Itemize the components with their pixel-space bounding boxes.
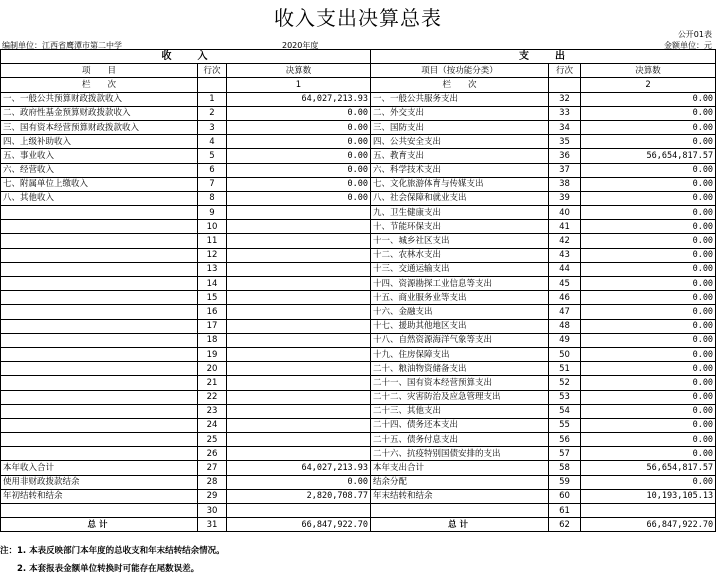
income-amount: 0.00 <box>227 177 371 191</box>
income-item <box>1 248 198 262</box>
expense-amount: 0.00 <box>581 120 716 134</box>
table-row <box>1 376 716 390</box>
expense-amount: 0.00 <box>581 333 716 347</box>
income-line-no: 16 <box>198 305 227 319</box>
table-row <box>1 319 716 333</box>
income-amount <box>227 362 371 376</box>
expense-line-no: 41 <box>549 220 581 234</box>
income-item: 五、事业收入 <box>1 149 198 163</box>
income-line-no: 10 <box>198 220 227 234</box>
income-amount: 0.00 <box>227 163 371 177</box>
income-amount: 2,820,708.77 <box>227 489 371 503</box>
expense-item: 九、卫生健康支出 <box>371 206 549 220</box>
expense-item: 三、国防支出 <box>371 120 549 134</box>
income-item <box>1 433 198 447</box>
column-header-row <box>1 64 716 78</box>
expense-item: 结余分配 <box>371 475 549 489</box>
table-row <box>1 433 716 447</box>
expense-line-no: 40 <box>549 206 581 220</box>
expense-line-no: 36 <box>549 149 581 163</box>
expense-item: 十二、农林水支出 <box>371 248 549 262</box>
expense-item: 十七、援助其他地区支出 <box>371 319 549 333</box>
income-line-no: 6 <box>198 163 227 177</box>
income-line-no: 15 <box>198 291 227 305</box>
table-row <box>1 206 716 220</box>
income-item <box>1 206 198 220</box>
expense-line-no: 58 <box>549 461 581 475</box>
col-income-item: 项 目 <box>1 64 198 78</box>
section-header-row <box>1 50 716 64</box>
col-number-exp-blank <box>549 78 581 92</box>
expense-item: 十一、城乡社区支出 <box>371 234 549 248</box>
income-line-no: 19 <box>198 347 227 361</box>
income-amount <box>227 220 371 234</box>
income-line-no: 13 <box>198 262 227 276</box>
expense-amount: 0.00 <box>581 163 716 177</box>
income-item: 八、其他收入 <box>1 191 198 205</box>
expense-amount: 56,654,817.57 <box>581 461 716 475</box>
col-income-line: 行次 <box>198 64 227 78</box>
expense-amount: 0.00 <box>581 262 716 276</box>
income-amount: 0.00 <box>227 191 371 205</box>
expense-item: 十、节能环保支出 <box>371 220 549 234</box>
table-row <box>1 447 716 461</box>
income-item: 四、上级补助收入 <box>1 135 198 149</box>
expense-amount: 0.00 <box>581 291 716 305</box>
income-line-no: 21 <box>198 376 227 390</box>
income-line-no: 2 <box>198 106 227 120</box>
income-item: 使用非财政拨款结余 <box>1 475 198 489</box>
income-item <box>1 291 198 305</box>
col-expense-item: 项目（按功能分类） <box>371 64 549 78</box>
income-line-no: 5 <box>198 149 227 163</box>
col-number-exp-label: 栏 次 <box>371 78 549 92</box>
expense-line-no: 32 <box>549 92 581 106</box>
table-row <box>1 347 716 361</box>
expense-line-no: 46 <box>549 291 581 305</box>
income-item <box>1 333 198 347</box>
expense-amount: 0.00 <box>581 433 716 447</box>
income-line-no: 12 <box>198 248 227 262</box>
income-amount: 0.00 <box>227 475 371 489</box>
expense-item: 七、文化旅游体育与传媒支出 <box>371 177 549 191</box>
col-number-2: 2 <box>581 78 716 92</box>
table-row <box>1 418 716 432</box>
expense-item: 十三、交通运输支出 <box>371 262 549 276</box>
income-item <box>1 234 198 248</box>
income-amount <box>227 333 371 347</box>
expense-amount: 0.00 <box>581 418 716 432</box>
col-income-amount: 决算数 <box>227 64 371 78</box>
col-expense-amount: 决算数 <box>581 64 716 78</box>
income-item: 六、经营收入 <box>1 163 198 177</box>
income-line-no: 9 <box>198 206 227 220</box>
table-row <box>1 390 716 404</box>
expense-amount: 0.00 <box>581 362 716 376</box>
income-amount <box>227 262 371 276</box>
expense-item: 二十三、其他支出 <box>371 404 549 418</box>
expense-line-no: 43 <box>549 248 581 262</box>
income-item <box>1 277 198 291</box>
table-row <box>1 177 716 191</box>
amount-unit: 金额单位：元 <box>664 41 712 50</box>
income-amount: 0.00 <box>227 135 371 149</box>
income-line-no: 22 <box>198 390 227 404</box>
income-item: 三、国有资本经营预算财政拨款收入 <box>1 120 198 134</box>
expense-header: 支 出 <box>371 50 716 64</box>
expense-item: 二十四、债务还本支出 <box>371 418 549 432</box>
income-line-no: 8 <box>198 191 227 205</box>
table-row <box>1 404 716 418</box>
income-line-no: 26 <box>198 447 227 461</box>
expense-item: 二十五、债务付息支出 <box>371 433 549 447</box>
expense-line-no: 53 <box>549 390 581 404</box>
income-item: 七、附属单位上缴收入 <box>1 177 198 191</box>
expense-item: 本年支出合计 <box>371 461 549 475</box>
footnote-2: 2. 本套报表金额单位转换时可能存在尾数误差。 <box>0 564 200 574</box>
table-row <box>1 120 716 134</box>
income-amount <box>227 206 371 220</box>
income-item <box>1 362 198 376</box>
income-line-no: 7 <box>198 177 227 191</box>
expense-item: 年末结转和结余 <box>371 489 549 503</box>
expense-item: 五、教育支出 <box>371 149 549 163</box>
income-item: 二、政府性基金预算财政拨款收入 <box>1 106 198 120</box>
expense-total-amount: 66,847,922.70 <box>581 518 716 532</box>
table-row <box>1 92 716 106</box>
income-amount: 64,027,213.93 <box>227 92 371 106</box>
income-amount <box>227 433 371 447</box>
income-total-amount: 66,847,922.70 <box>227 518 371 532</box>
income-item <box>1 376 198 390</box>
form-code: 公开01表 <box>677 30 712 39</box>
col-number-1: 1 <box>227 78 371 92</box>
income-item <box>1 447 198 461</box>
table-row <box>1 248 716 262</box>
expense-amount: 0.00 <box>581 447 716 461</box>
income-item <box>1 347 198 361</box>
income-line-no: 4 <box>198 135 227 149</box>
expense-line-no: 45 <box>549 277 581 291</box>
expense-line-no: 44 <box>549 262 581 276</box>
table-row <box>1 191 716 205</box>
table-row <box>1 106 716 120</box>
expense-line-no: 38 <box>549 177 581 191</box>
expense-amount: 10,193,105.13 <box>581 489 716 503</box>
expense-amount: 0.00 <box>581 177 716 191</box>
org-name: 编制单位：江西省鹰潭市第二中学 <box>2 41 122 50</box>
income-amount <box>227 504 371 518</box>
income-line-no: 20 <box>198 362 227 376</box>
income-item <box>1 390 198 404</box>
expense-amount <box>581 504 716 518</box>
income-line-no: 1 <box>198 92 227 106</box>
col-expense-line: 行次 <box>549 64 581 78</box>
table-row <box>1 277 716 291</box>
expense-amount: 0.00 <box>581 234 716 248</box>
income-line-no: 14 <box>198 277 227 291</box>
expense-line-no: 54 <box>549 404 581 418</box>
income-line-no: 30 <box>198 504 227 518</box>
expense-amount: 0.00 <box>581 404 716 418</box>
expense-amount: 0.00 <box>581 376 716 390</box>
income-line-no: 28 <box>198 475 227 489</box>
income-line-no: 25 <box>198 433 227 447</box>
expense-amount: 0.00 <box>581 347 716 361</box>
column-number-row <box>1 78 716 92</box>
income-line-no: 17 <box>198 319 227 333</box>
expense-item: 二十六、抗疫特别国债安排的支出 <box>371 447 549 461</box>
expense-amount: 0.00 <box>581 206 716 220</box>
table-row <box>1 262 716 276</box>
footnote-1: 注：1. 本表反映部门本年度的总收支和年末结转结余情况。 <box>0 546 225 556</box>
expense-total-line-no: 62 <box>549 518 581 532</box>
income-amount: 0.00 <box>227 120 371 134</box>
expense-amount: 0.00 <box>581 92 716 106</box>
income-line-no: 27 <box>198 461 227 475</box>
income-amount <box>227 277 371 291</box>
expense-line-no: 60 <box>549 489 581 503</box>
income-amount <box>227 418 371 432</box>
expense-line-no: 42 <box>549 234 581 248</box>
expense-line-no: 52 <box>549 376 581 390</box>
income-line-no: 11 <box>198 234 227 248</box>
income-expense-table <box>0 49 716 532</box>
income-line-no: 24 <box>198 418 227 432</box>
expense-item: 四、公共安全支出 <box>371 135 549 149</box>
income-total-line-no: 31 <box>198 518 227 532</box>
income-header: 收 入 <box>1 50 371 64</box>
income-amount <box>227 347 371 361</box>
income-total-label: 总计 <box>1 518 198 532</box>
expense-amount: 0.00 <box>581 319 716 333</box>
table-row <box>1 333 716 347</box>
income-amount <box>227 234 371 248</box>
income-amount <box>227 319 371 333</box>
income-item <box>1 504 198 518</box>
expense-item: 二、外交支出 <box>371 106 549 120</box>
income-amount <box>227 291 371 305</box>
income-amount <box>227 376 371 390</box>
table-row <box>1 504 716 518</box>
table-row <box>1 234 716 248</box>
income-amount <box>227 447 371 461</box>
expense-item: 十八、自然资源海洋气象等支出 <box>371 333 549 347</box>
income-amount <box>227 248 371 262</box>
table-row <box>1 291 716 305</box>
income-amount: 64,027,213.93 <box>227 461 371 475</box>
expense-line-no: 55 <box>549 418 581 432</box>
table-row <box>1 305 716 319</box>
expense-line-no: 37 <box>549 163 581 177</box>
expense-item: 八、社会保障和就业支出 <box>371 191 549 205</box>
expense-item: 六、科学技术支出 <box>371 163 549 177</box>
income-amount <box>227 404 371 418</box>
expense-line-no: 51 <box>549 362 581 376</box>
expense-amount: 0.00 <box>581 277 716 291</box>
income-amount: 0.00 <box>227 106 371 120</box>
income-amount <box>227 305 371 319</box>
table-row <box>1 220 716 234</box>
income-item: 一、一般公共预算财政拨款收入 <box>1 92 198 106</box>
expense-item: 十四、资源勘探工业信息等支出 <box>371 277 549 291</box>
income-amount <box>227 390 371 404</box>
table-row <box>1 149 716 163</box>
expense-item: 十六、金融支出 <box>371 305 549 319</box>
income-amount: 0.00 <box>227 149 371 163</box>
footnotes <box>0 545 225 581</box>
expense-line-no: 47 <box>549 305 581 319</box>
table-row <box>1 461 716 475</box>
expense-amount: 0.00 <box>581 390 716 404</box>
expense-line-no: 34 <box>549 120 581 134</box>
col-number-blank <box>198 78 227 92</box>
expense-item: 二十二、灾害防治及应急管理支出 <box>371 390 549 404</box>
col-number-label: 栏 次 <box>1 78 198 92</box>
income-line-no: 29 <box>198 489 227 503</box>
expense-line-no: 35 <box>549 135 581 149</box>
income-line-no: 18 <box>198 333 227 347</box>
income-item <box>1 418 198 432</box>
table-row <box>1 362 716 376</box>
income-item: 年初结转和结余 <box>1 489 198 503</box>
income-item <box>1 404 198 418</box>
expense-item: 二十一、国有资本经营预算支出 <box>371 376 549 390</box>
total-row <box>1 518 716 532</box>
expense-item: 十九、住房保障支出 <box>371 347 549 361</box>
report-year: 2020年度 <box>282 41 319 50</box>
income-item <box>1 220 198 234</box>
expense-line-no: 48 <box>549 319 581 333</box>
income-line-no: 23 <box>198 404 227 418</box>
expense-line-no: 49 <box>549 333 581 347</box>
report-title: 收入支出决算总表 <box>274 6 442 30</box>
income-line-no: 3 <box>198 120 227 134</box>
expense-amount: 0.00 <box>581 135 716 149</box>
table-row <box>1 475 716 489</box>
expense-item: 二十、粮油物资储备支出 <box>371 362 549 376</box>
expense-amount: 56,654,817.57 <box>581 149 716 163</box>
expense-amount: 0.00 <box>581 220 716 234</box>
table-row <box>1 489 716 503</box>
expense-amount: 0.00 <box>581 248 716 262</box>
expense-item: 十五、商业服务业等支出 <box>371 291 549 305</box>
expense-line-no: 57 <box>549 447 581 461</box>
table-row <box>1 135 716 149</box>
expense-item <box>371 504 549 518</box>
expense-line-no: 61 <box>549 504 581 518</box>
expense-line-no: 59 <box>549 475 581 489</box>
income-item <box>1 305 198 319</box>
expense-amount: 0.00 <box>581 305 716 319</box>
expense-amount: 0.00 <box>581 475 716 489</box>
table-row <box>1 163 716 177</box>
expense-line-no: 56 <box>549 433 581 447</box>
expense-line-no: 39 <box>549 191 581 205</box>
expense-amount: 0.00 <box>581 106 716 120</box>
income-item <box>1 262 198 276</box>
expense-line-no: 33 <box>549 106 581 120</box>
income-item <box>1 319 198 333</box>
expense-total-label: 总计 <box>371 518 549 532</box>
expense-item: 一、一般公共服务支出 <box>371 92 549 106</box>
expense-line-no: 50 <box>549 347 581 361</box>
expense-amount: 0.00 <box>581 191 716 205</box>
income-item: 本年收入合计 <box>1 461 198 475</box>
